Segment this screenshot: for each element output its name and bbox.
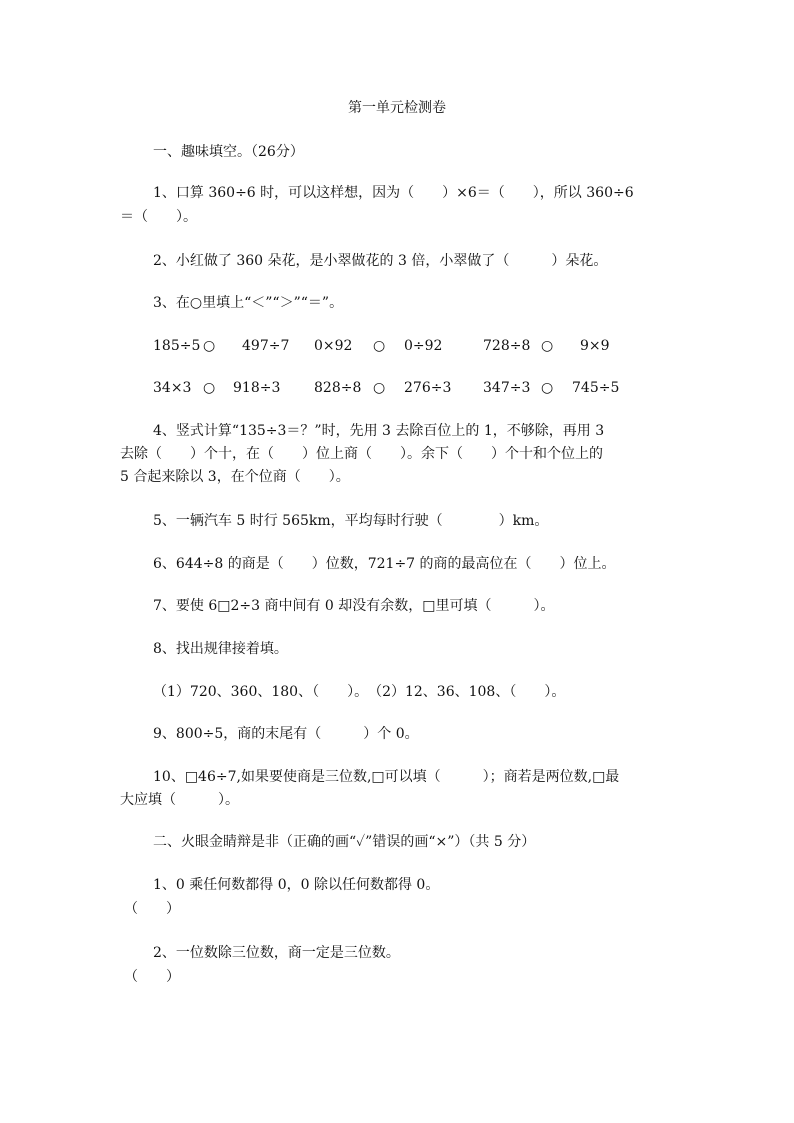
- q4-line2: 去除（ ）个十，在（ ）位上商（ ）。余下（ ）个十和个位上的: [120, 446, 603, 462]
- compare-row-1: [0, 335, 794, 357]
- q4-line1: 4、竖式计算“135÷3＝？”时，先用 3 去除百位上的 1，不够除，再用 3: [153, 423, 605, 439]
- q8-instruction: 8、找出规律接着填。: [153, 641, 288, 657]
- compare-row-2: [0, 377, 794, 399]
- tf-q2: 2、一位数除三位数，商一定是三位数。: [153, 945, 400, 961]
- compare-expr: 497÷7: [242, 338, 290, 354]
- section2-heading: 二、火眼金睛辩是非（正确的画“✓”错误的画“×”）（共 5 分）: [153, 834, 536, 850]
- page-title: 第一单元检测卷: [348, 100, 446, 116]
- q1-line1: 1、口算 360÷6 时，可以这样想，因为（ ）×6＝（ ），所以 360÷6: [153, 185, 634, 201]
- compare-circle[interactable]: ○: [203, 380, 216, 396]
- tf-q1: 1、0 乘任何数都得 0，0 除以任何数都得 0。: [153, 877, 440, 893]
- q10-line1: 10、□46÷7,如果要使商是三位数,□可以填（ ）；商若是两位数,□最: [153, 769, 620, 785]
- section1-heading: 一、趣味填空。（26分）: [153, 144, 304, 160]
- q9: 9、800÷5，商的末尾有（ ）个 0。: [153, 726, 419, 742]
- compare-expr: 828÷8: [314, 380, 362, 396]
- compare-expr: 276÷3: [404, 380, 452, 396]
- compare-expr: 728÷8: [483, 338, 531, 354]
- q3-instruction: 3、在○里填上“＜”“＞”“＝”。: [153, 295, 344, 311]
- q8-sequences: （1）720、360、180、（ ）。 （2）12、36、108、（ ）。: [153, 684, 566, 700]
- compare-circle[interactable]: ○: [373, 338, 386, 354]
- tf-q2-answer-blank[interactable]: （ ）: [124, 969, 180, 985]
- compare-circle[interactable]: ○: [373, 380, 386, 396]
- compare-expr: 745÷5: [572, 380, 620, 396]
- compare-expr: 0×92: [314, 338, 353, 354]
- compare-expr: 34×3: [153, 380, 192, 396]
- q5: 5、一辆汽车 5 时行 565km，平均每时行驶（ ）km。: [153, 513, 549, 529]
- q2: 2、小红做了 360 朵花，是小翠做花的 3 倍，小翠做了（ ）朵花。: [153, 253, 608, 269]
- compare-circle[interactable]: ○: [541, 338, 554, 354]
- q7: 7、要使 6□2÷3 商中间有 0 却没有余数，□里可填（ ）。: [153, 598, 555, 614]
- compare-expr: 347÷3: [483, 380, 531, 396]
- compare-expr: 0÷92: [404, 338, 443, 354]
- compare-expr: 9×9: [580, 338, 610, 354]
- q4-line3: 5 合起来除以 3，在个位商（ ）。: [120, 469, 350, 485]
- q10-line2: 大应填（ ）。: [120, 792, 239, 808]
- compare-circle[interactable]: ○: [541, 380, 554, 396]
- compare-expr: 918÷3: [233, 380, 281, 396]
- compare-expr: 185÷5: [153, 338, 201, 354]
- q6: 6、644÷8 的商是（ ）位数，721÷7 的商的最高位在（ ）位上。: [153, 556, 616, 572]
- tf-q1-answer-blank[interactable]: （ ）: [124, 901, 180, 917]
- compare-circle[interactable]: ○: [203, 338, 216, 354]
- q1-line2: ＝（ ）。: [120, 209, 197, 225]
